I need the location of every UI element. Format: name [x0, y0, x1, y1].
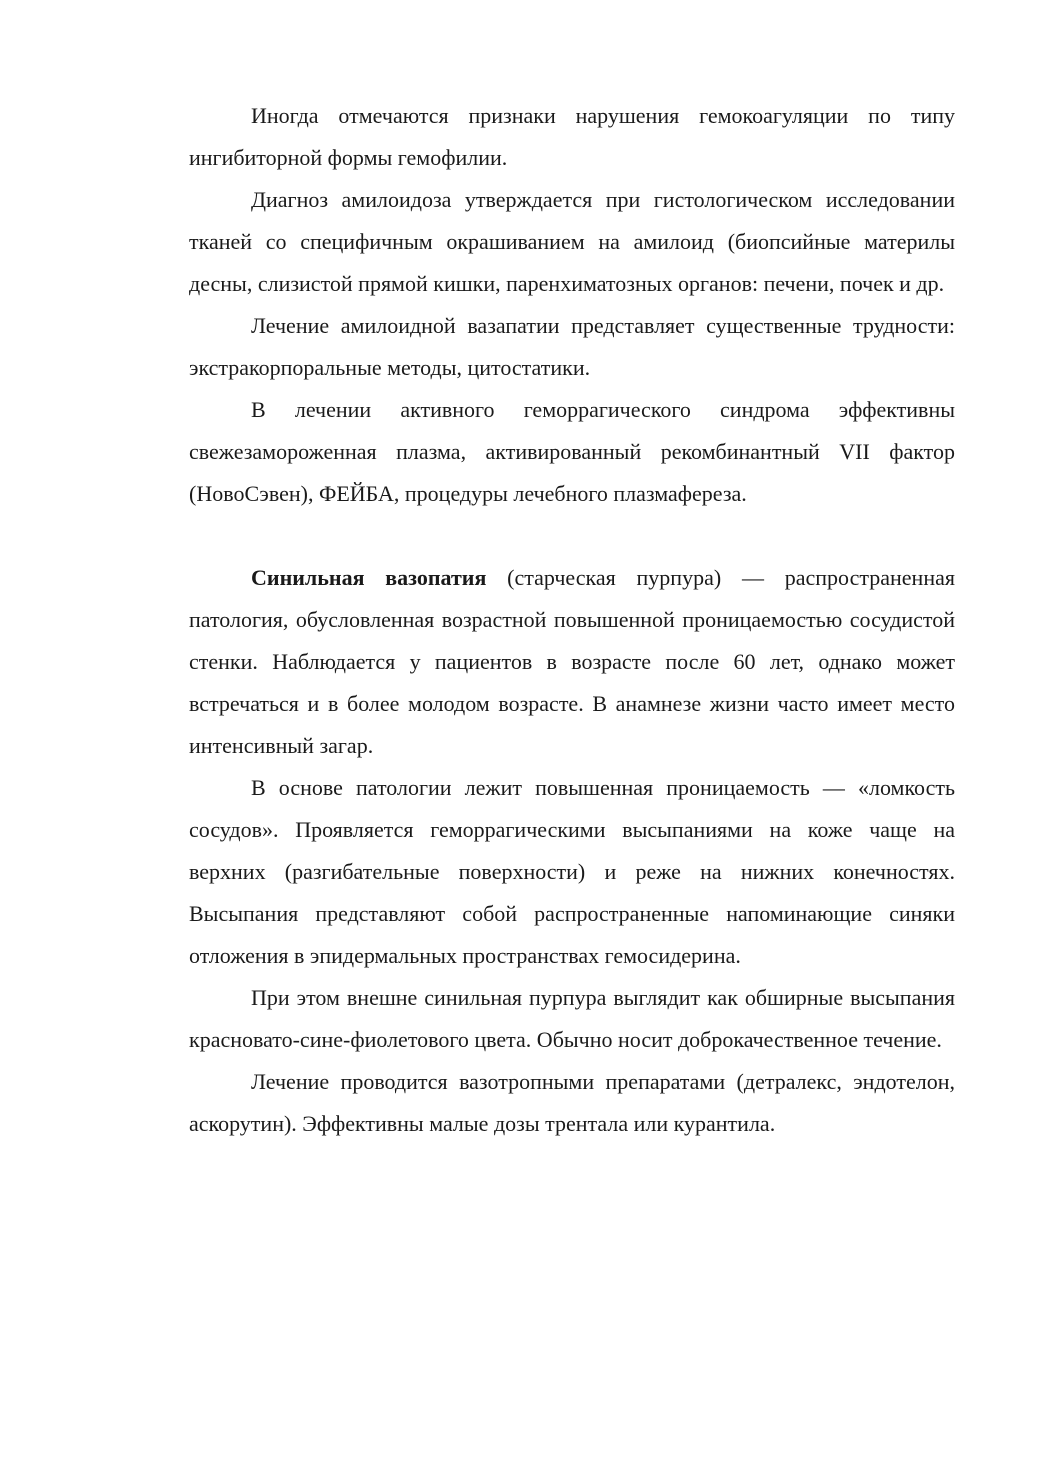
paragraph-text: В лечении активного геморрагического синдрома эффективны свежезамороженная плазма, активированный рекомбинантный VII фактор (НовоСэвен), ФЕЙБА, процедуры лечебного плазмафереза. — [189, 397, 955, 506]
paragraph-text: Иногда отмечаются признаки нарушения гемокоагуляции по типу ингибиторной формы гемофилии. — [189, 103, 955, 170]
paragraph-text: (старческая пурпура) — распространенная патология, обусловленная возрастной повышенной проницаемостью сосудистой стенки. Наблюдается у пациентов в возрасте после 60 лет, однако может встречаться и в более молодом возрасте. В анамнезе жизни часто имеет место интенсивный загар. — [189, 565, 955, 758]
paragraph-text: Лечение амилоидной вазапатии представляет существенные трудности: экстракорпоральные методы, цитостатики. — [189, 313, 955, 380]
paragraph-text: В основе патологии лежит повышенная проницаемость — «ломкость сосудов». Проявляется геморрагическими высыпаниями на коже чаще на верхних (разгибательные поверхности) и реже на нижних конечностях. Высыпания представляют собой распространенные напоминающие синяки отложения в эпидермальных пространствах гемосидерина. — [189, 775, 955, 968]
paragraph-text: Диагноз амилоидоза утверждается при гистологическом исследовании тканей со специфичным окрашиванием на амилоид (биопсийные материлы десны, слизистой прямой кишки, паренхиматозных органов: печени, почек и др. — [189, 187, 955, 296]
paragraph-text: При этом внешне синильная пурпура выглядит как обширные высыпания красновато-сине-фиолетового цвета. Обычно носит доброкачественное течение. — [189, 985, 955, 1052]
paragraph-pathology-basis — [189, 767, 955, 977]
paragraph-treatment-vasotropic — [189, 1061, 955, 1145]
bold-term: Синильная вазопатия — [251, 565, 487, 590]
paragraph-hemocoagulation — [189, 95, 955, 179]
paragraph-text: Лечение проводится вазотропными препаратами (детралекс, эндотелон, аскорутин). Эффективны малые дозы трентала или курантила. — [189, 1069, 955, 1136]
paragraph-treatment-amyloid — [189, 305, 955, 389]
paragraph-hemorrhagic-syndrome — [189, 389, 955, 515]
paragraph-appearance — [189, 977, 955, 1061]
paragraph-senile-vasopathy — [189, 557, 955, 767]
paragraph-diagnosis — [189, 179, 955, 305]
